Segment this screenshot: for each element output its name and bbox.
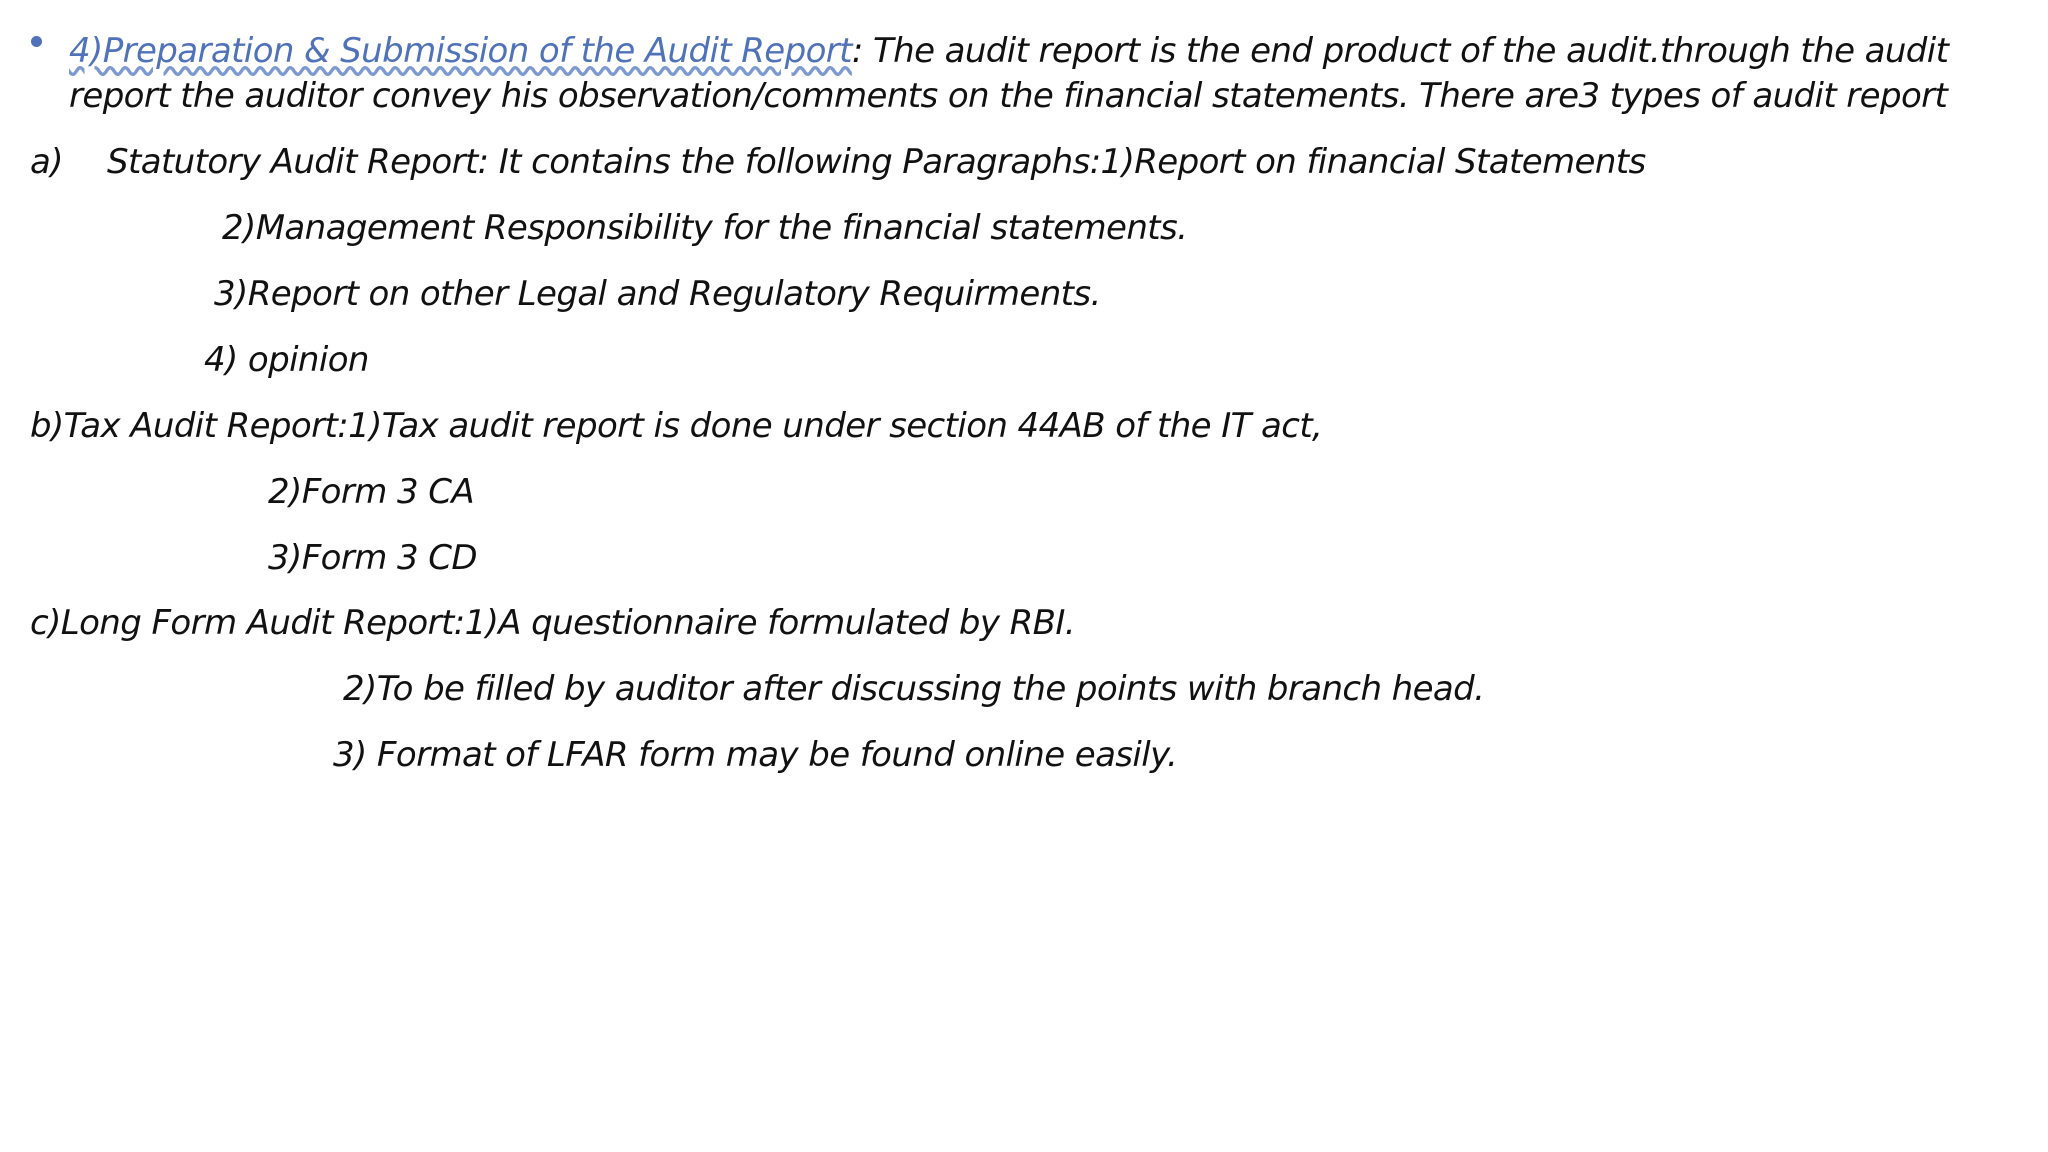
heading-link[interactable]: 4)Preparation & Submission of the Audit Report (69, 31, 852, 71)
long-form-line-3: 3) Format of LFAR form may be found online easily. (333, 735, 1178, 775)
bullet-line-1 (69, 29, 1948, 73)
tax-line-2: 2)Form 3 CA (268, 472, 474, 512)
bullet-text-line-2: report the auditor convey his observation/comments on the financial statements. There are3 types of audit report (69, 76, 1948, 116)
statutory-text-line-1: Statutory Audit Report: It contains the following Paragraphs:1)Report on financial Statements (107, 142, 1646, 182)
tax-line-3: 3)Form 3 CD (268, 538, 477, 578)
bullet-dot-icon (31, 36, 42, 47)
statutory-line-1 (30, 140, 1646, 184)
statutory-marker: a) (30, 142, 63, 182)
long-form-line-2: 2)To be filled by auditor after discussing the points with branch head. (343, 669, 1485, 709)
statutory-line-4: 4) opinion (204, 340, 369, 380)
statutory-line-3: 3)Report on other Legal and Regulatory Requirments. (214, 274, 1101, 314)
statutory-line-2: 2)Management Responsibility for the financial statements. (222, 208, 1188, 248)
bullet-text-line-1: : The audit report is the end product of the audit.through the audit (851, 31, 1949, 71)
tax-line-1: b)Tax Audit Report:1)Tax audit report is done under section 44AB of the IT act, (30, 406, 1323, 446)
long-form-line-1: c)Long Form Audit Report:1)A questionnaire formulated by RBI. (30, 603, 1075, 643)
